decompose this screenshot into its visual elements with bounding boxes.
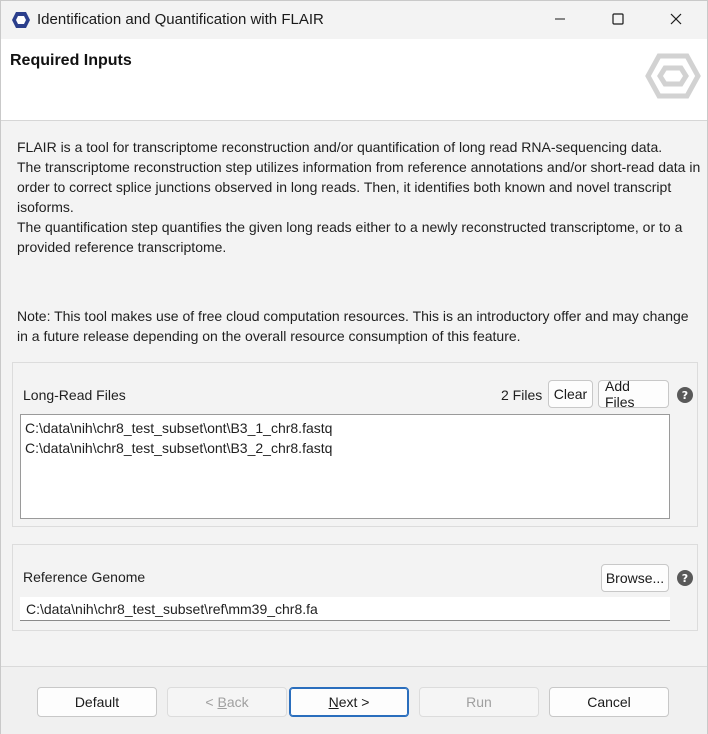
next-button[interactable]	[289, 687, 409, 717]
wizard-header	[1, 39, 707, 121]
add-files-button[interactable]: Add Files	[598, 380, 669, 408]
maximize-button[interactable]	[589, 1, 647, 39]
browse-button[interactable]: Browse...	[601, 564, 669, 592]
help-icon[interactable]: ?	[677, 387, 693, 403]
back-button-mnemonic: B	[217, 694, 227, 710]
description-paragraph: FLAIR is a tool for transcriptome reconstruction and/or quantification of long read RNA-sequencing data.	[17, 139, 663, 155]
hexagon-logo-icon	[645, 53, 701, 99]
description-paragraph: The quantification step quantifies the given long reads either to a newly reconstructed transcriptome, or to a provided reference transcriptome.	[17, 219, 683, 255]
back-button-label: ack	[226, 694, 249, 710]
description-paragraph: The transcriptome reconstruction step utilizes information from reference annotations and/or short-read data in order to correct splice junctions observed in long reads. Then, it identifies both known and novel transcript isoforms.	[17, 159, 701, 215]
reference-genome-input[interactable]	[20, 597, 670, 621]
reference-genome-label: Reference Genome	[23, 569, 146, 585]
back-button-prefix: <	[205, 694, 218, 710]
reference-genome-panel	[12, 544, 698, 631]
default-button[interactable]: Default	[37, 687, 157, 717]
window-title: Identification and Quantification with FLAIR	[37, 11, 324, 28]
wizard-footer	[1, 666, 707, 734]
files-count: 2 Files	[501, 387, 543, 403]
close-icon	[670, 12, 682, 28]
long-read-files-label: Long-Read Files	[23, 387, 126, 403]
next-button-label: ext >	[338, 694, 370, 710]
minimize-button[interactable]	[531, 1, 589, 39]
note-text: Note: This tool makes use of free cloud computation resources. This is an introductory offer and may change in a future release depending on the overall resource consumption of this feature.	[17, 308, 689, 344]
help-icon[interactable]: ?	[677, 570, 693, 586]
tool-description	[17, 137, 701, 257]
close-button[interactable]	[647, 1, 705, 39]
minimize-icon	[554, 12, 566, 28]
page-title: Required Inputs	[10, 52, 132, 69]
app-icon	[11, 11, 31, 29]
back-button[interactable]	[167, 687, 287, 717]
list-item[interactable]: C:\data\nih\chr8_test_subset\ont\B3_1_chr8.fastq	[25, 420, 333, 436]
long-read-files-panel	[12, 362, 698, 527]
long-read-files-list[interactable]	[20, 414, 670, 519]
maximize-icon	[612, 12, 624, 28]
cancel-button[interactable]: Cancel	[549, 687, 669, 717]
list-item[interactable]: C:\data\nih\chr8_test_subset\ont\B3_2_chr8.fastq	[25, 440, 333, 456]
clear-button[interactable]: Clear	[548, 380, 593, 408]
next-button-mnemonic: N	[328, 694, 339, 710]
run-button[interactable]: Run	[419, 687, 539, 717]
title-bar[interactable]	[1, 1, 707, 39]
